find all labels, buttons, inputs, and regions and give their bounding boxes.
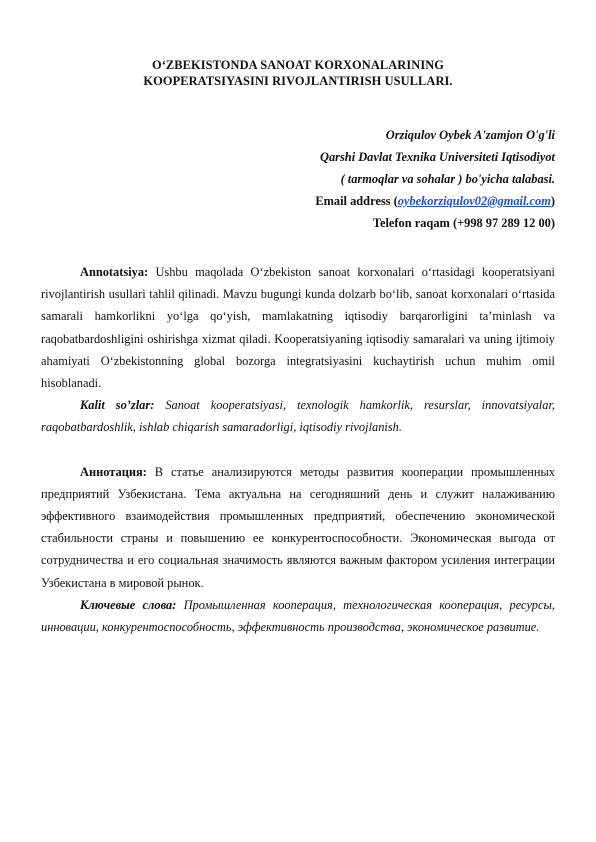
keywords-uz-text: Sanoat kooperatsiyasi, texnologik hamkorlik, resurslar, innovatsiyalar, raqobatbardoshlik, ishlab chiqarish samaradorligi, iqtisodiy rivojlanish. [41, 398, 555, 435]
email-link[interactable]: oybekorziqulov02@gmail.com [397, 194, 551, 208]
paper-title [60, 57, 536, 89]
abstract-ru-text: В статье анализируются методы развития кооперации промышленных предприятий Узбекистана. Тема актуальна на сегодняшний день и служит налаживанию эффективного взаимодействия промышленных предприятий, обеспечению экономической стабильности страны и повышению ее конкурентоспособности. Экономическая выгода от сотрудничества и его социальная значимость являются важным фактором усиления интеграции Узбекистана в мировой рынок. [41, 464, 555, 590]
email-close: ) [550, 194, 555, 208]
keywords-ru [41, 594, 555, 638]
title-line-1: O‘ZBEKISTONDA SANOAT KORXONALARINING [151, 58, 445, 72]
author-name: Orziqulov Oybek A'zamjon O'g'li [385, 128, 555, 142]
author-phone: Telefon raqam (+998 97 289 12 00) [372, 216, 555, 230]
author-faculty: ( tarmoqlar va sohalar ) bo'yicha talabasi. [340, 172, 555, 186]
title-line-2: KOOPERATSIYASINI RIVOJLANTIRISH USULLARI. [143, 74, 453, 88]
keywords-ru-label: Ключевые слова: [80, 597, 177, 612]
body-text [41, 261, 555, 638]
author-email-line [315, 190, 555, 212]
abstract-uz-text: Ushbu maqolada O‘zbekiston sanoat korxonalari o‘rtasidagi kooperatsiyani rivojlantirish usullari tahlil qilinadi. Mavzu bugungi kunda dolzarb bo‘lib, sanoat korxonalari o‘rtasida samarali hamkorlikni yo‘lga qo‘yish, mamlakatning iqtisodiy barqarorligini ta’minlash va raqobatbardoshligini oshirishga xizmat qiladi. Kooperatsiyaning iqtisodiy samaralari va uning ijtimoiy ahamiyati O‘zbekistonning global bozorga integratsiyasini kuchaytirish uchun muhim omil hisoblanadi. [41, 265, 555, 391]
abstract-ru-label: Аннотация: [80, 464, 147, 479]
abstract-uz [41, 261, 555, 394]
author-block [315, 124, 555, 234]
keywords-uz-label: Kalit so’zlar: [80, 398, 155, 413]
abstract-ru [41, 461, 555, 594]
keywords-ru-text: Промышленная кооперация, технологическая кооперация, ресурсы, инновации, конкурентоспособность, эффективность производства, экономическое развитие. [41, 597, 555, 635]
abstract-uz-label: Annotatsiya: [80, 265, 149, 279]
keywords-uz [41, 394, 555, 438]
section-gap [41, 439, 555, 461]
email-label: Email address ( [315, 194, 398, 208]
author-university: Qarshi Davlat Texnika Universiteti Iqtisodiyot [320, 150, 555, 164]
